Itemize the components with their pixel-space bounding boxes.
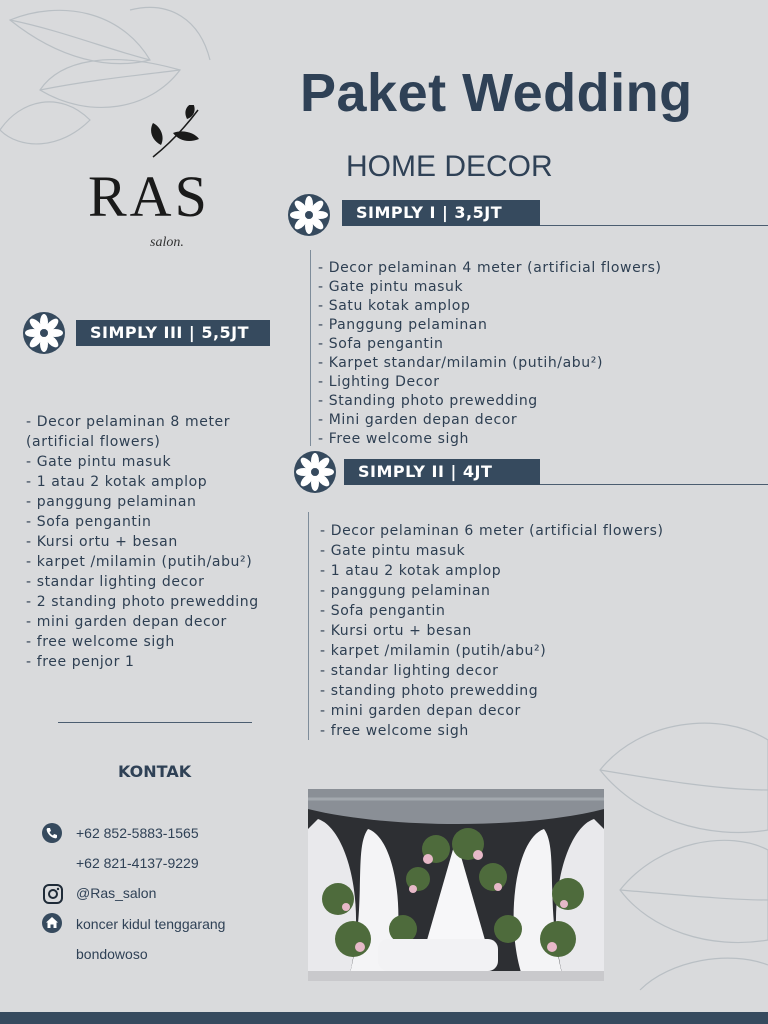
list-item: - standing photo prewedding	[320, 683, 539, 699]
divider	[540, 484, 768, 485]
list-item: - 1 atau 2 kotak amplop	[320, 563, 502, 579]
instagram-handle[interactable]: @Ras_salon	[76, 885, 157, 901]
list-item: - Kursi ortu + besan	[26, 534, 178, 550]
list-item: - free welcome sigh	[26, 634, 175, 650]
list-item: - Satu kotak amplop	[318, 298, 471, 314]
list-item: - Gate pintu masuk	[26, 454, 172, 470]
list-item: - 2 standing photo prewedding	[26, 594, 259, 610]
address-line-1: koncer kidul tenggarang	[76, 916, 226, 932]
list-item: - Karpet standar/milamin (putih/abu²)	[318, 355, 604, 371]
list-item: - standar lighting decor	[26, 574, 205, 590]
list-item: - Sofa pengantin	[318, 336, 444, 352]
page-subtitle: HOME DECOR	[346, 150, 553, 183]
list-item: - Standing photo prewedding	[318, 393, 538, 409]
phone-number-2[interactable]: +62 821-4137-9229	[76, 855, 199, 871]
list-item: - standar lighting decor	[320, 663, 499, 679]
list-item: - Kursi ortu + besan	[320, 623, 472, 639]
list-item: - Free welcome sigh	[318, 431, 469, 447]
list-item: - 1 atau 2 kotak amplop	[26, 474, 208, 490]
list-item: - panggung pelaminan	[320, 583, 491, 599]
list-item: (artificial flowers)	[26, 434, 161, 450]
divider-vertical	[308, 512, 309, 740]
footer-bar	[0, 1012, 768, 1024]
address-line-2: bondowoso	[76, 946, 148, 962]
list-item: - mini garden depan decor	[26, 614, 227, 630]
wedding-decor-photo	[308, 789, 604, 981]
list-item: - Panggung pelaminan	[318, 317, 488, 333]
package-list-simply-3	[26, 412, 259, 672]
list-item: - free penjor 1	[26, 654, 135, 670]
divider	[540, 225, 768, 226]
home-icon	[42, 913, 62, 933]
package-list-simply-2	[320, 521, 664, 741]
list-item: - Decor pelaminan 4 meter (artificial flowers)	[318, 260, 662, 276]
list-item: - Decor pelaminan 8 meter	[26, 414, 231, 430]
list-item: - Decor pelaminan 6 meter (artificial flowers)	[320, 523, 664, 539]
flower-icon	[287, 193, 331, 237]
list-item: - panggung pelaminan	[26, 494, 197, 510]
instagram-icon	[43, 884, 63, 904]
list-item: - Gate pintu masuk	[318, 279, 464, 295]
divider	[58, 722, 252, 723]
divider-vertical	[310, 250, 311, 446]
ras-salon-logo	[88, 105, 228, 265]
leaf-icon	[143, 105, 213, 160]
contact-heading: KONTAK	[118, 762, 192, 781]
page-title: Paket Wedding	[300, 63, 693, 123]
list-item: - mini garden depan decor	[320, 703, 521, 719]
list-item: - free welcome sigh	[320, 723, 469, 739]
logo-wordmark: RAS	[88, 164, 210, 229]
list-item: - Mini garden depan decor	[318, 412, 518, 428]
package-badge-simply-1: SIMPLY I | 3,5JT	[342, 200, 540, 226]
phone-icon	[42, 823, 62, 843]
list-item: - Sofa pengantin	[320, 603, 446, 619]
package-badge-simply-2: SIMPLY II | 4JT	[344, 459, 540, 485]
list-item: - Lighting Decor	[318, 374, 440, 390]
logo-tagline: salon.	[150, 235, 184, 250]
list-item: - Sofa pengantin	[26, 514, 152, 530]
list-item: - karpet /milamin (putih/abu²)	[26, 554, 253, 570]
leaf-decoration-bottom-right	[580, 710, 768, 1010]
flower-icon	[293, 450, 337, 494]
phone-number-1[interactable]: +62 852-5883-1565	[76, 825, 199, 841]
package-list-simply-1	[318, 259, 662, 449]
package-badge-simply-3: SIMPLY III | 5,5JT	[76, 320, 270, 346]
list-item: - karpet /milamin (putih/abu²)	[320, 643, 547, 659]
flower-icon	[22, 311, 66, 355]
list-item: - Gate pintu masuk	[320, 543, 466, 559]
